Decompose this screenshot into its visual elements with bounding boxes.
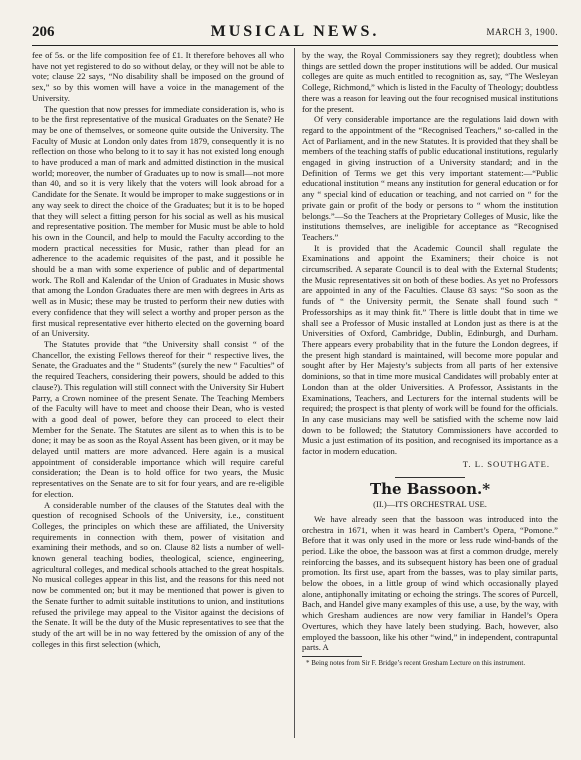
paragraph: Of very considerable importance are the regulations laid down with regard to the appointment of the “Recognised Teachers,” so-called in the Act of Parliament, and in the new Statutes. It is provided that they shall be members of the teaching staffs of public educational institutions, regularly engaged in giving instruction of a University standard; and in the Definition of Terms we get this very important statement:—“Public educational institution “ means any institution for general education or for any “ special kind of education or teaching, and not carried on “ for the private gain or profit of the body or persons to “ whom the institution belongs.”—So the Teachers at the Proprietary Colleges of Music, like the institutions themselves, are ineligible for acceptance as “Recognised Teachers.” xyxy=(302,114,558,242)
paragraph: The Statutes provide that “the University shall consist “ of the Chancellor, the existing Fellows thereof for their “ respective lives, the Senate, the Graduates and the “ Students” (surely the new “ Faculties” of the required Teachers, considering their powers, should be added to this clause?). This regulation will still connect with the University Sir Hubert Parry, a Crown nominee of the present Senate. The Teaching Members of the Faculty will have to meet and choose their Dean, who is vested with a good deal of power, before they can proceed to elect their Member for the Senate. The Statutes are silent as to when this is to be done; it may be as soon as the Royal Assent has been given, or it may be delayed until matters are more advanced. Here again is a musical appointment of considerable importance which will require careful consideration; the Dean is to hold office for two years, the Music representatives on the Senate are to sit for four years, and are re-eligible for election. xyxy=(32,338,284,499)
left-column xyxy=(32,50,284,649)
paragraph: fee of 5s. or the life composition fee of £1. It therefore behoves all who have not yet registered to do so without delay, or they will not be able to vote; clause 22 says, “No disability shall be imposed on the ground of sex,” so by this women will have a voice in the management of the University. xyxy=(32,50,284,103)
issue-date: MARCH 3, 1900. xyxy=(486,27,558,37)
publication-title: MUSICAL NEWS. xyxy=(210,23,380,40)
footnote: * Being notes from Sir F. Bridge’s recent Gresham Lecture on this instrument. xyxy=(306,658,526,667)
column-divider xyxy=(294,48,295,738)
paragraph: We have already seen that the bassoon was introduced into the orchestra in 1671, when it was heard in Cambert’s Opera, “Pomone.” Before that it was only used in the more or less rude wind-bands of the period. Like the oboe, the bassoon was at first a common drudge, merely reinforcing the basses, and its subsequent history has been one of gradual promotion. Its first use, apart from the basses, was to play similar parts, below the oboes, in a little group of wind which occasionally played alone, antiphonally imitating or echoing the strings. The scores of Purcell, Bach, and Handel give many examples of this use, a use, by the way, with which Gresham audiences are now very familiar in Handel’s Opera Overtures, which they have lately been studying. Bach, however, also employed the bassoon, like his other “wind,” in independent, contrapuntal parts. A xyxy=(302,513,558,653)
article-subtitle: (II.)—ITS ORCHESTRAL USE. xyxy=(373,499,487,510)
footnote-rule xyxy=(302,656,362,657)
section-divider xyxy=(395,477,465,478)
page-header xyxy=(32,22,558,44)
right-column xyxy=(302,50,558,668)
article-title: The Bassoon.* xyxy=(369,480,491,499)
author-signature: T. L. SOUTHGATE. xyxy=(462,458,550,469)
page-number: 206 xyxy=(32,24,55,40)
header-rule xyxy=(32,45,558,46)
paragraph: A considerable number of the clauses of the Statutes deal with the question of recognised Schools of the University, i.e., constituent Colleges, the principles on which these are affiliated, the University requirements in connection with them, power of visitation and examining their methods, and so on. Clause 82 lists a number of well-known general teaching bodies, theological, science, engineering, agricultural colleges, and medical schools attached to the great hospitals. No musical colleges appear in this list, and the reasons for this need not now be commented on; but it may be mentioned that power is given to the Senate further to admit suitable institutions to union, and institutions refused the privilege may appeal to the Visitor against the decisions of the Senate. It will be the duty of the Music representatives to see that the study of the art will be in no way fettered by the omission of any of the colleges in this first selection (which, xyxy=(32,499,284,649)
paragraph: by the way, the Royal Commissioners say they regret); doubtless when things are settled down the proper institutions will be added. Our musical colleges are quite as much entitled to recognition as, say, “The Wesleyan College, Richmond,” which is listed in the Faculty of Theology; doubtless there was a reason for leaving out the four recognised musical institutions for the present. xyxy=(302,50,558,114)
paragraph: It is provided that the Academic Council shall regulate the Examinations and appoint the Examiners; their choice is not circumscribed. A separate Council is to deal with the External Students; the Music representatives sit on both of these bodies. As yet no Professors are appointed in any of the Faculties. Clause 83 says: “So soon as the funds of “ the University permit, the Senate shall found such “ Professorships as it may think fit.” There is little doubt that in time we shall see a Professor of Music installed at London just as there is at the Universities of Oxford, Cambridge, Dublin, Edinburgh, and Durham. There appears every probability that in the future the London degrees, if the present high standard is maintained, will become more popular and sought after by Her Majesty’s subjects from all parts of her extensive dominions, so that in time more musical Candidates will probably enter at London than at the older Universities. A Professor, Assistants in the Examinations, Teachers, and Lecturers for the internal students will be required; the prospect is that plenty of work will be found for the officials. In any case musicians may well be satisfied with the scheme now laid down to be followed; the Statutory Commissioners have accorded to Music a just estimation of its position, and recognised its importance as a factor in modern education. xyxy=(302,242,558,457)
paragraph: The question that now presses for immediate consideration is, who is to be the first representative of the musical Graduates on the Senate? He may be one of themselves, or someone quite outside the University. The Faculty of Music at London only dates from 1879, consequently it is no reflection on those who belong to it to say it has not existed long enough to have produced a man of mark and admitted distinction in the musical world; moreover, the number of Graduates up to now is small—not more than 40, and so it is very likely that the voters will look abroad for a Candidate for the Senate. It would be improper to make suggestions or in any way seek to direct the choice of the Graduates; but it is to be hoped that they will select a fitting person for his social as well as his musical and representative position. The member for Music must be able to hold his own in the Council, and help to mould the Faculty according to the modern practical necessities for Music, rather than plead for an adherence to the academic requisites of the past, and it possible he should be a man with some experience of public and of departmental work. The Roll and Kalendar of the Union of Graduates in Music shows that among the London Graduates there are men with degrees in Arts as well as in Music; these may be trusted to perform their new duties with every confidence that they will select a worthy and proper person as the first musical representative ever hitherto elected on the governing board of an University. xyxy=(32,103,284,339)
